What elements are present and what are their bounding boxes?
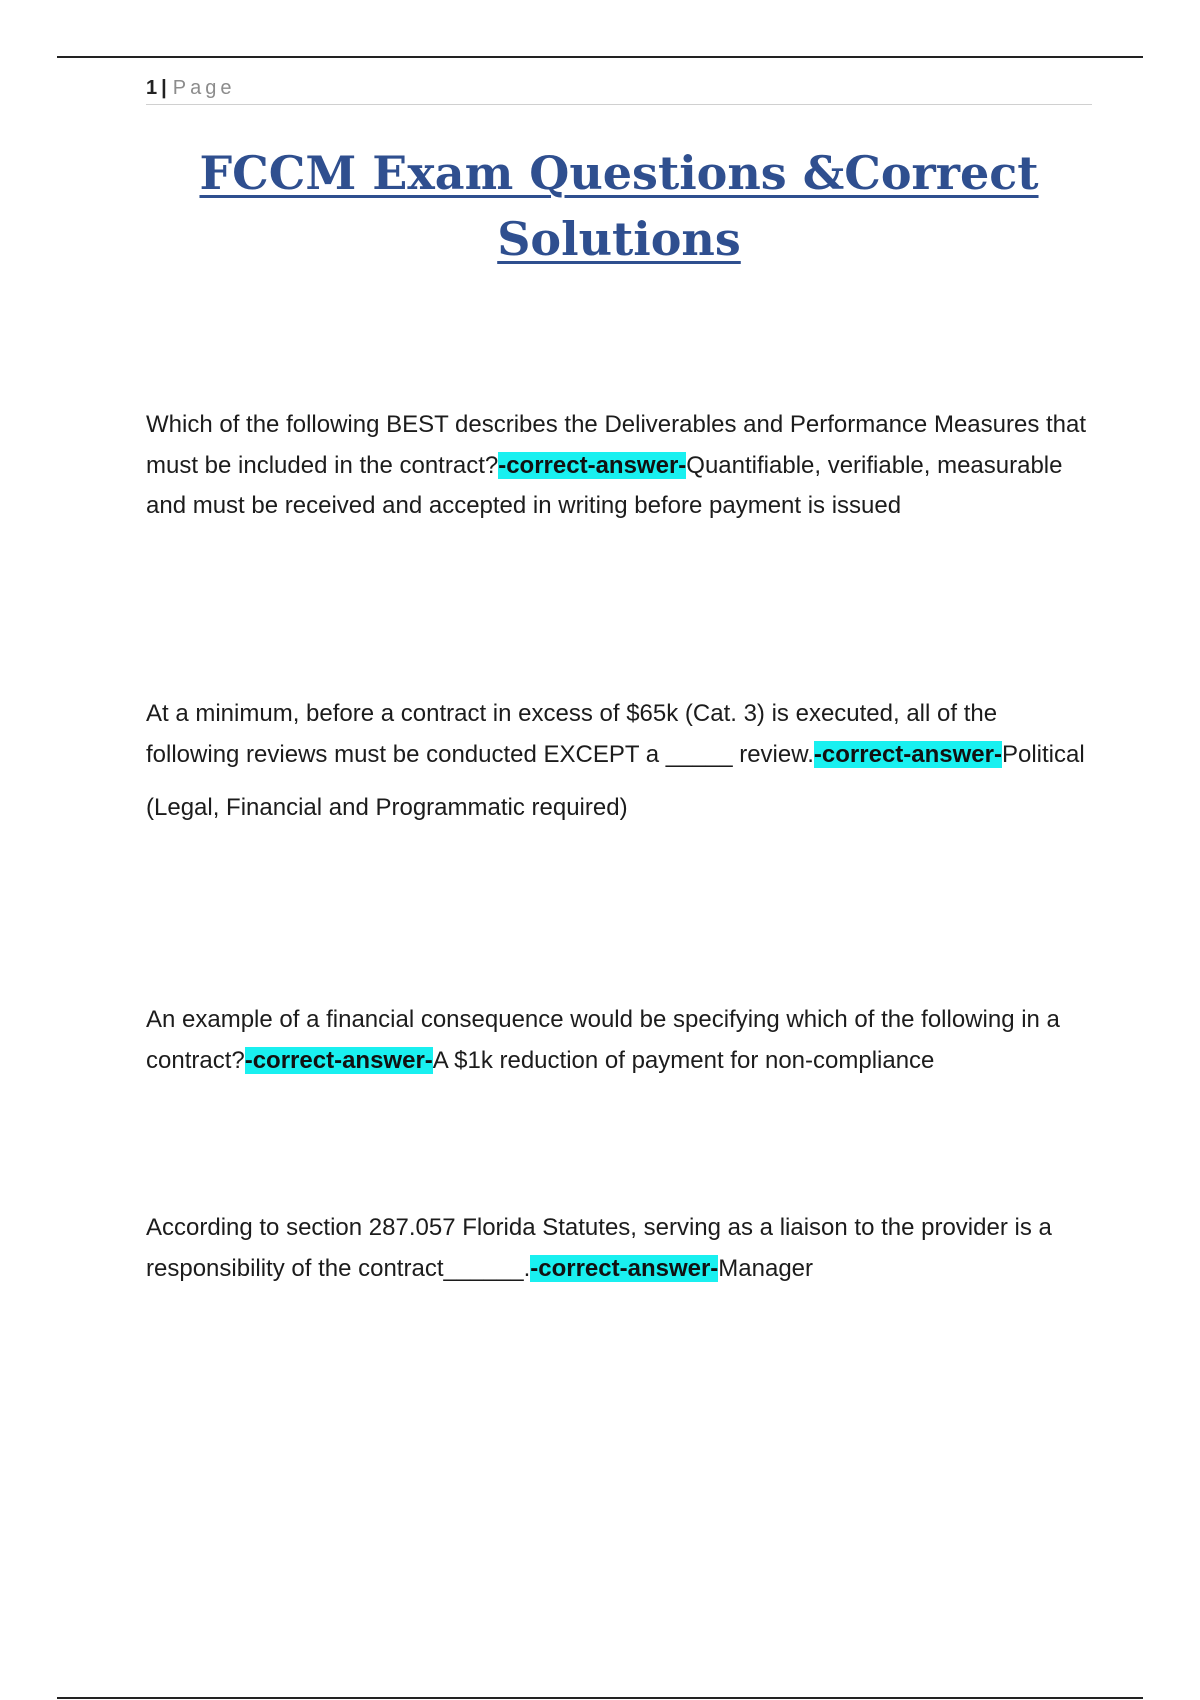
question-text: Which of the following BEST describes the Deliverables and Performance Measures that must be included in the contract? (146, 411, 1087, 479)
answer-text: Political (1001, 740, 1085, 768)
answer-note: (Legal, Financial and Programmatic required) (146, 794, 628, 821)
question-text: At a minimum, before a contract in excess of $65k (Cat. 3) is executed, all of the following reviews must be conducted EXCEPT a _____ review. (146, 700, 998, 768)
answer-text: A $1k reduction of payment for non-compliance (432, 1046, 935, 1074)
title-line-2: Solutions (497, 212, 741, 266)
answer-text: Quantifiable, verifiable, measurable and must be received and accepted in writing before payment is issued (146, 451, 1063, 519)
answer-text: Manager (718, 1254, 814, 1282)
title-line-1: FCCM Exam Questions &Correct (199, 146, 1039, 200)
page-header (146, 72, 1092, 105)
correct-answer-marker: -correct-answer- (530, 1254, 719, 1282)
bottom-rule (57, 1697, 1143, 1699)
qa-item-2 (146, 694, 1096, 829)
qa-paragraph (146, 1000, 1096, 1081)
qa-paragraph (146, 694, 1096, 775)
document-title (146, 140, 1092, 272)
question-text: According to section 287.057 Florida Statutes, serving as a liaison to the provider is a responsibility of the contract______. (146, 1214, 1052, 1282)
correct-answer-marker: -correct-answer- (498, 451, 687, 479)
page-separator: | (161, 77, 167, 99)
qa-item-1 (146, 405, 1096, 527)
correct-answer-marker: -correct-answer- (813, 740, 1002, 768)
top-rule (57, 56, 1143, 58)
qa-item-3 (146, 1000, 1096, 1081)
qa-item-4 (146, 1208, 1096, 1289)
question-text: An example of a financial consequence would be specifying which of the following in a contract? (146, 1006, 1060, 1074)
page-label: Page (172, 77, 236, 99)
qa-paragraph (146, 405, 1096, 527)
correct-answer-marker: -correct-answer- (244, 1046, 433, 1074)
page-number: 1 (146, 77, 158, 99)
qa-paragraph (146, 1208, 1096, 1289)
